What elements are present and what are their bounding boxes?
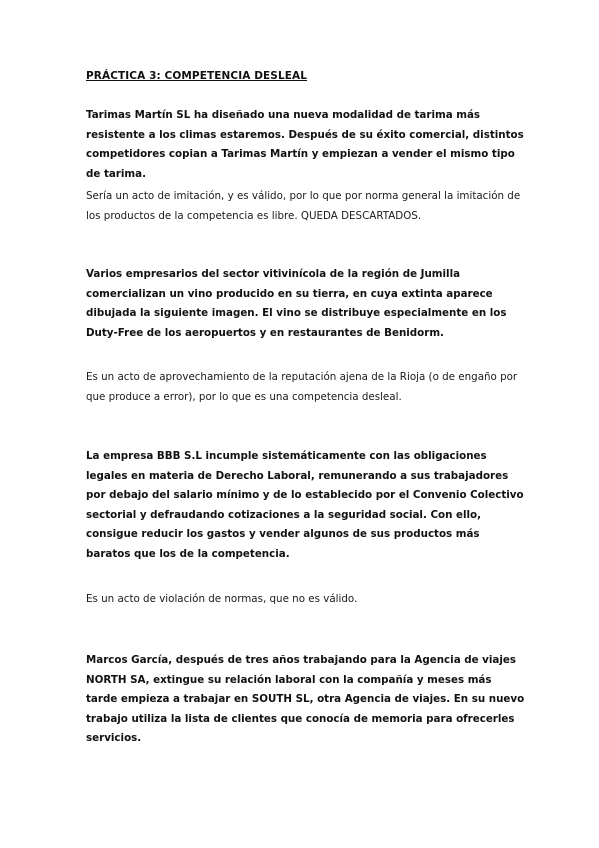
case-4-statement: Marcos García, después de tres años trabajando para la Agencia de viajes NORTH SA, extingue su relación laboral con la compañía y meses más tarde empieza a trabajar en SOUTH SL, otra Agencia de viajes. En su nuevo trabajo utiliza la lista de clientes que conocía de memoria para ofrecerles servicios. [86, 654, 525, 744]
case-3-statement: La empresa BBB S.L incumple sistemáticamente con las obligaciones legales en materia de Derecho Laboral, remunerando a sus trabajadores por debajo del salario mínimo y de lo establecido por el Convenio Colectivo sectorial y defraudando cotizaciones a la seguridad social. Con ello, consigue reducir los gastos y vender algunos de sus productos más baratos que los de la competencia. [86, 450, 524, 560]
document-title: PRÁCTICA 3: COMPETENCIA DESLEAL [86, 70, 308, 82]
case-1-statement: Tarimas Martín SL ha diseñado una nueva modalidad de tarima más resistente a los climas estaremos. Después de su éxito comercial, distintos competidores copian a Tarimas Martín y empiezan a vender el mismo tipo de tarima. [86, 109, 524, 180]
case-2-statement: Varios empresarios del sector vitivinícola de la región de Jumilla comercializan un vino producido en su tierra, en cuya extinta aparece dibujada la siguiente imagen. El vino se distribuye especialmente en los Duty-Free de los aeropuertos y en restaurantes de Benidorm. [86, 268, 507, 339]
case-1-answer: Sería un acto de imitación, y es válido, por lo que por norma general la imitación de los productos de la competencia es libre. QUEDA DESCARTADOS. [86, 190, 521, 222]
case-3-answer: Es un acto de violación de normas, que no es válido. [86, 593, 358, 605]
case-2-answer: Es un acto de aprovechamiento de la reputación ajena de la Rioja (o de engaño por que produce a error), por lo que es una competencia desleal. [86, 371, 518, 403]
